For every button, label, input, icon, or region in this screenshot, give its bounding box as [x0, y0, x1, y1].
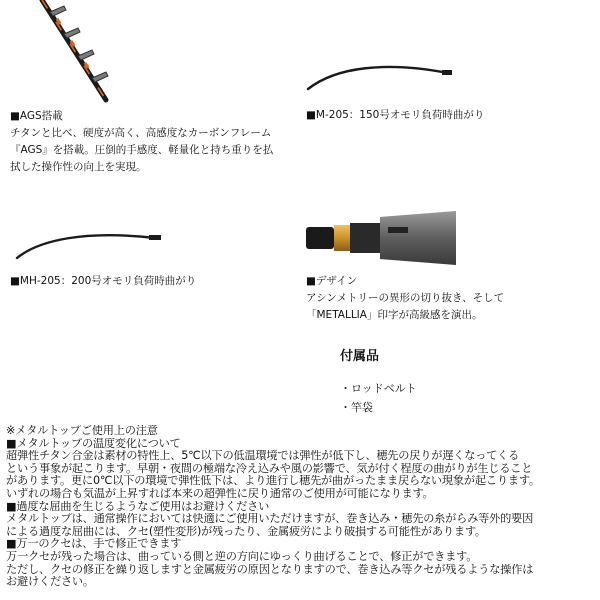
notes-line: いずれの場合も気温が上昇すれば本来の超弾性に戻り通常のご使用が可能になります。: [6, 487, 434, 500]
m205-bend-image: [306, 55, 456, 100]
notes-line: による過度な屈曲には、クセ(塑性変形)が残ったり、金属疲労により破損する可能性があります。: [6, 525, 486, 538]
ags-feature: [10, 108, 300, 176]
accessory-item: ・竿袋: [340, 401, 373, 414]
notes-line: ■メタルトップの温度変化について: [6, 437, 181, 450]
ags-line-2: 『AGS』を搭載。圧倒的手感度、軽量化と持ち重りを払: [10, 144, 274, 156]
notes-line: があります。更に0℃以下の環境で弾性低下は、より進行し穂先が曲がったまま戻らない現象が起こります。: [6, 475, 540, 488]
notes-line: メタルトップは、通常操作においては快適にご使用いただけますが、巻き込み・穂先の糸がらみ等外的要因: [6, 513, 534, 526]
notes-line: 万一クセが残った場合は、曲っている側と逆の方向にゆっくり曲げることで、修正ができます。: [6, 550, 478, 563]
ags-heading: ■AGS搭載: [10, 110, 63, 122]
design-heading: ■デザイン: [306, 275, 358, 287]
accessories-title: 付属品: [340, 349, 380, 364]
design-feature: [306, 273, 596, 324]
m205-caption: ■M-205：150号オモリ負荷時曲がり: [306, 109, 485, 121]
metal-top-notes: [6, 425, 596, 589]
ags-line-3: 拭した操作性の向上を実現。: [10, 161, 147, 173]
notes-line: ■万一のクセは、手で修正できます: [6, 538, 182, 551]
design-line-2: 「METALLIA」印字が高級感を演出。: [306, 309, 483, 321]
mh205-caption: ■MH-205：200号オモリ負荷時曲がり: [10, 275, 197, 287]
notes-line: ただし、クセの修正を繰り返しますと金属疲労の原因となりますので、巻き込み等クセが残るような操作は: [6, 563, 534, 576]
design-line-1: アシンメトリーの異形の切り抜き、そして: [306, 292, 505, 304]
ags-rod-image: [20, 0, 130, 105]
ags-line-1: チタンと比べ、硬度が高く、高感度なカーボンフレーム: [10, 127, 272, 139]
accessories-section: [340, 345, 540, 417]
reel-seat-image: [306, 207, 456, 267]
notes-title: ※メタルトップご使用上の注意: [6, 425, 158, 437]
notes-line: ■過度な屈曲を生じるようなご使用はお避けください: [6, 500, 270, 513]
accessory-item: ・ロッドベルト: [340, 382, 417, 395]
mh205-bend-image: [15, 222, 170, 262]
notes-line: お避けください。: [6, 576, 94, 589]
notes-line: という事象が起こります。早朝・夜間の極端な冷え込みや風の影響で、気が付く程度の曲がりが生じること: [6, 462, 533, 475]
notes-line: 超弾性チタン合金は素材の特性上、5℃以下の低温環境では弾性が低下し、穂先の戻りが遅くなってくる: [6, 450, 520, 463]
